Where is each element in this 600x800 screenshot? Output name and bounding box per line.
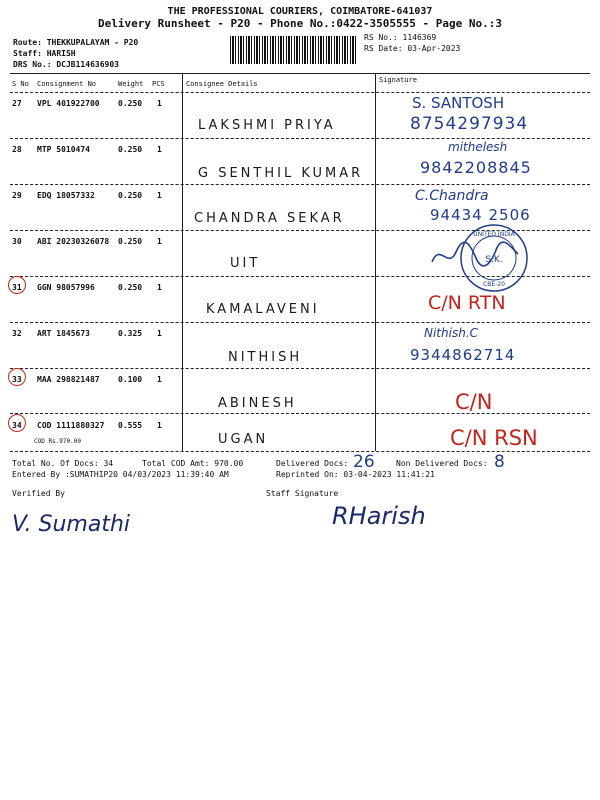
stamp-top-text: UNITED INDIA <box>473 231 515 238</box>
row-weight: 0.250 <box>118 283 143 292</box>
row-weight: 0.325 <box>118 329 143 338</box>
drs-number: DRS No.: DCJB114636903 <box>13 60 119 69</box>
row-consignment: MTP 5010474 <box>37 145 90 154</box>
row-consignment: COD 1111880327 <box>37 421 105 430</box>
rs-date: RS Date: 03-Apr-2023 <box>364 44 461 53</box>
cod-note: COD Rs.970.00 <box>34 438 81 445</box>
row-weight: 0.250 <box>118 99 143 108</box>
row-consignee: NITHISH <box>228 350 303 365</box>
row-pcs: 1 <box>157 283 162 292</box>
row-signature: C/N RTN <box>428 292 506 314</box>
staff-signature: RHarish <box>332 502 426 530</box>
rs-number: RS No.: 1146369 <box>364 33 437 42</box>
non-delivered-docs-value: 8 <box>494 452 505 472</box>
route-label: Route: THEKKUPALAYAM - P20 <box>13 38 139 47</box>
col-pcs: PCS <box>152 80 165 88</box>
row-signature: C/N RSN <box>450 426 538 450</box>
row-signature: mithelesh <box>448 140 508 154</box>
row-consignment: ABI 20230326078 <box>37 237 110 246</box>
row-signature-phone: 9344862714 <box>410 346 516 364</box>
row-consignee: KAMALAVENI <box>206 302 320 317</box>
col-divider-consignee <box>182 73 183 451</box>
col-consignee: Consignee Details <box>186 80 258 88</box>
row-consignee: G SENTHIL KUMAR <box>198 166 364 181</box>
row-consignment: GGN 98057996 <box>37 283 95 292</box>
row-consignee: UIT <box>230 256 261 271</box>
row-consignment: ART 1845673 <box>37 329 90 338</box>
row-divider <box>10 138 590 139</box>
row-pcs: 1 <box>157 99 162 108</box>
row-weight: 0.250 <box>118 145 143 154</box>
row-consignee: LAKSHMI PRIYA <box>198 118 336 133</box>
stamp-bottom-text: CBE-20 <box>483 281 505 288</box>
delivered-docs-label: Delivered Docs: <box>276 459 349 468</box>
col-weight: Weight <box>118 80 144 88</box>
row-pcs: 1 <box>157 375 162 384</box>
total-cod-label: Total COD Amt: <box>142 459 210 468</box>
row-consignee: CHANDRA SEKAR <box>194 211 345 226</box>
col-signature: Signature <box>379 76 417 84</box>
total-cod <box>142 459 243 468</box>
company-title: THE PROFESSIONAL COURIERS, COIMBATORE-641037 <box>167 6 433 17</box>
row-weight: 0.100 <box>118 375 143 384</box>
verifier-signature: V. Sumathi <box>12 512 131 537</box>
row-sno: 30 <box>12 237 22 246</box>
row-pcs: 1 <box>157 145 162 154</box>
row-consignee: ABINESH <box>218 396 297 411</box>
row-divider <box>10 368 590 369</box>
col-sno: S No <box>12 80 29 88</box>
row-signature-phone: 8754297934 <box>410 114 529 134</box>
row-weight: 0.250 <box>118 237 143 246</box>
row-pcs: 1 <box>157 191 162 200</box>
table-top-border <box>10 73 590 74</box>
runsheet-title: Delivery Runsheet - P20 - Phone No.:0422-3505555 - Page No.:3 <box>98 17 502 30</box>
row-signature: C.Chandra <box>415 188 489 204</box>
row-sno: 31 <box>12 283 22 292</box>
row-divider <box>10 322 590 323</box>
row-pcs: 1 <box>157 421 162 430</box>
staff-signature-label: Staff Signature <box>266 489 339 498</box>
row-signature: Nithish.C <box>424 326 479 340</box>
col-divider-signature <box>375 73 376 451</box>
total-docs <box>12 459 113 468</box>
delivered-docs-value: 26 <box>353 452 375 472</box>
non-delivered-docs-label: Non Delivered Docs: <box>396 459 488 468</box>
row-sno: 33 <box>12 375 22 384</box>
total-cod-value: 970.00 <box>214 459 244 468</box>
row-signature-phone: 9842208845 <box>420 158 532 177</box>
row-pcs: 1 <box>157 329 162 338</box>
row-weight: 0.555 <box>118 421 143 430</box>
barcode <box>230 36 358 64</box>
row-pcs: 1 <box>157 237 162 246</box>
row-signature: S. SANTOSH <box>412 94 505 112</box>
stamp-mid-text: S.K. <box>485 255 503 265</box>
row-consignment: VPL 401922700 <box>37 99 100 108</box>
row-weight: 0.250 <box>118 191 143 200</box>
row-divider <box>10 413 590 414</box>
signature-scribble-icon <box>430 240 520 270</box>
entered-by: Entered By :SUMATHIP20 04/03/2023 11:39:40 AM <box>12 470 229 479</box>
row-signature-phone: 94434 2506 <box>430 206 531 224</box>
row-sno: 27 <box>12 99 22 108</box>
total-docs-value: 34 <box>103 459 114 468</box>
reprinted-on: Reprinted On: 03-04-2023 11:41:21 <box>276 470 435 479</box>
verified-by-label: Verified By <box>12 489 65 498</box>
row-consignment: EDQ 18057332 <box>37 191 95 200</box>
row-sno: 32 <box>12 329 22 338</box>
header-divider <box>10 92 590 93</box>
row-sno: 34 <box>12 421 22 430</box>
row-signature: C/N <box>455 390 493 414</box>
staff-label: Staff: HARISH <box>13 49 76 58</box>
row-consignee: UGAN <box>218 432 269 447</box>
row-consignment: MAA 298821487 <box>37 375 100 384</box>
total-docs-label: Total No. Of Docs: <box>12 459 99 468</box>
row-sno: 28 <box>12 145 22 154</box>
row-sno: 29 <box>12 191 22 200</box>
col-consignment: Consignment No <box>37 80 97 88</box>
row-divider <box>10 184 590 185</box>
